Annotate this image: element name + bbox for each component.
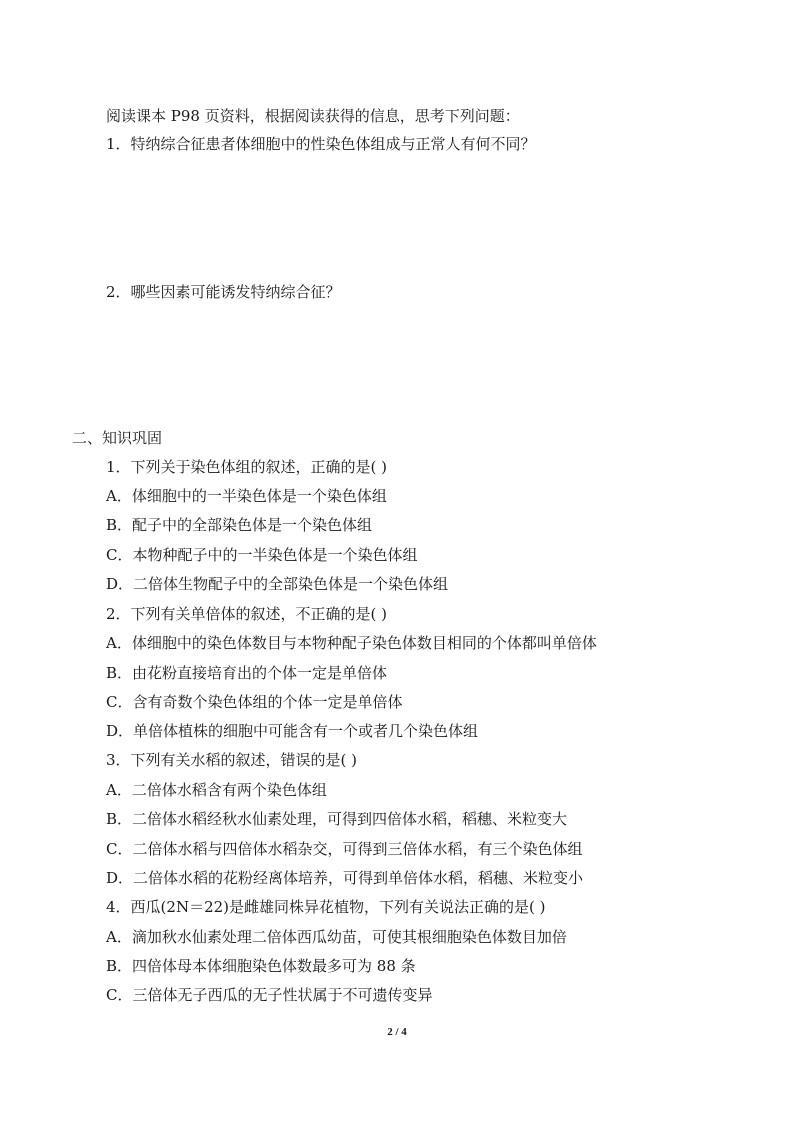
section-heading: 二、知识巩固 [72,429,163,447]
question-option: D．二倍体水稻的花粉经离体培养，可得到单倍体水稻，稻穗、米粒变小 [106,869,584,887]
question-option: D．单倍体植株的细胞中可能含有一个或者几个染色体组 [106,722,479,740]
question-option: B．二倍体水稻经秋水仙素处理，可得到四倍体水稻，稻穗、米粒变大 [106,810,568,828]
reading-question-1: 1．特纳综合征患者体细胞中的性染色体组成与正常人有何不同？ [106,135,536,153]
question-option: A．二倍体水稻含有两个染色体组 [106,781,327,799]
question-option: B．四倍体母本体细胞染色体数最多可为 88 条 [106,957,416,975]
question-option: C．含有奇数个染色体组的个体一定是单倍体 [106,693,403,711]
question-option: A．滴加秋水仙素处理二倍体西瓜幼苗，可使其根细胞染色体数目加倍 [106,928,567,946]
question-stem: 1．下列关于染色体组的叙述，正确的是( ) [106,458,388,476]
page-number: 2 / 4 [387,1026,407,1038]
question-option: C．二倍体水稻与四倍体水稻杂交，可得到三倍体水稻，有三个染色体组 [106,840,583,858]
reading-question-2: 2．哪些因素可能诱发特纳综合征？ [106,283,341,301]
question-option: C．本物种配子中的一半染色体是一个染色体组 [106,546,418,564]
question-stem: 3．下列有关水稻的叙述，错误的是( ) [106,751,358,769]
question-option: B．配子中的全部染色体是一个染色体组 [106,516,373,534]
question-option: A．体细胞中的染色体数目与本物种配子染色体数目相同的个体都叫单倍体 [106,634,597,652]
question-option: C．三倍体无子西瓜的无子性状属于不可遗传变异 [106,986,433,1004]
question-option: B．由花粉直接培育出的个体一定是单倍体 [106,664,388,682]
question-stem: 2．下列有关单倍体的叙述，不正确的是( ) [106,605,388,623]
question-option: A．体细胞中的一半染色体是一个染色体组 [106,487,387,505]
reading-intro: 阅读课本 P98 页资料，根据阅读获得的信息，思考下列问题： [106,107,520,125]
question-option: D．二倍体生物配子中的全部染色体是一个染色体组 [106,575,449,593]
question-stem: 4．西瓜(2N＝22)是雌雄同株异花植物，下列有关说法正确的是( ) [106,898,546,916]
